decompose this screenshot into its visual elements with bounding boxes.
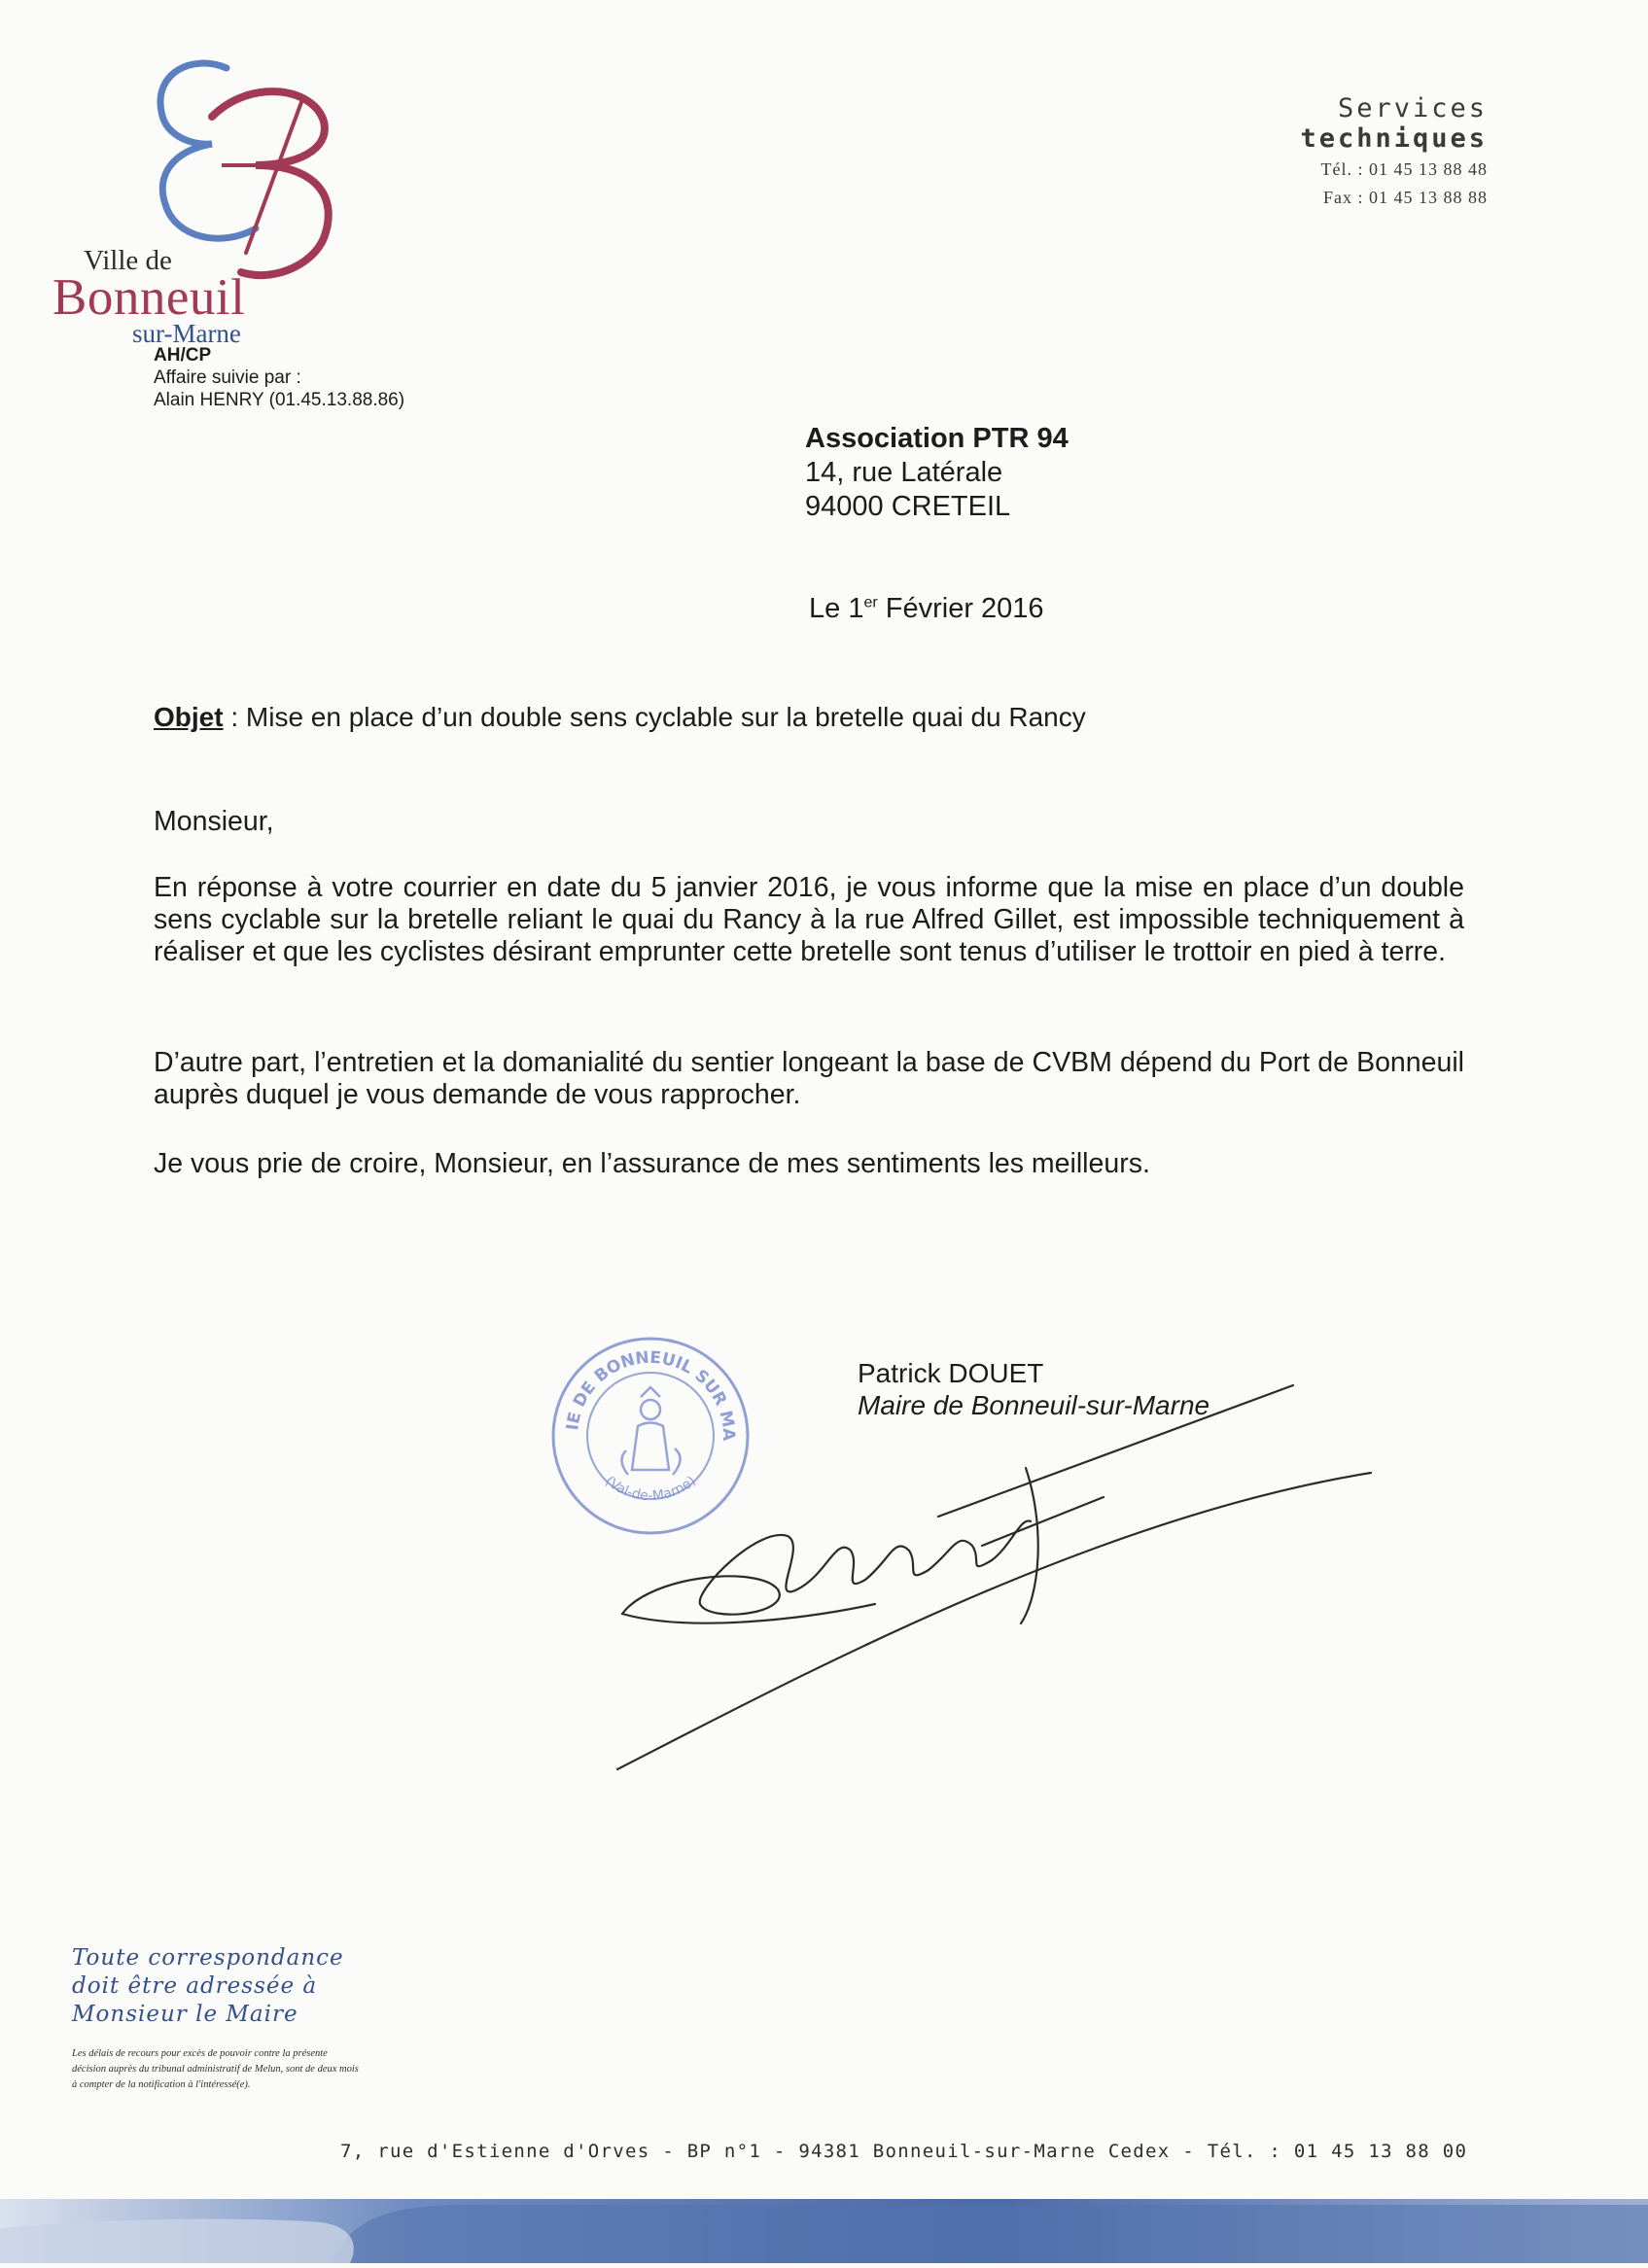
service-header [1300,93,1488,208]
reference-contact: Alain HENRY (01.45.13.88.86) [154,390,405,410]
service-fax: Fax : 01 45 13 88 88 [1322,188,1488,207]
body-paragraph-2: D’autre part, l’entretien et la domanialité du sentier longeant la base de CVBM dépend du Port de Bonneuil auprès duquel je vous demande de vous rapprocher. [154,1047,1464,1110]
signatory-name: Patrick DOUET [858,1358,1044,1388]
logo-ville-text: Ville de [84,245,172,276]
note-line-1: Toute correspondance [72,1945,344,1971]
handwritten-signature [613,1380,1390,1789]
body-paragraph-1: En réponse à votre courrier en date du 5 janvier 2016, je vous informe que la mise en place d’un double sens cyclable sur la bretelle reliant le quai du Rancy à la rue Alfred Gillet, est impossible techniquement à réaliser et que les cyclistes désirant emprunter cette bretelle sont tenus d’utiliser le trottoir en pied à terre. [154,872,1464,967]
salutation: Monsieur, [154,806,274,837]
service-line1: Services [1337,93,1488,123]
reference-label: Affaire suivie par : [154,367,301,388]
signatory-title: Maire de Bonneuil-sur-Marne [858,1390,1210,1420]
correspondence-note [72,1944,344,2029]
footer-band [0,2199,1648,2263]
reference-block [154,344,404,411]
band-graphic [0,2199,1648,2263]
subject-label: Objet [154,702,224,732]
logo-city-name: Bonneuil [53,269,246,326]
recipient-name: Association PTR 94 [805,423,1069,454]
stamp-text-top: IE DE BONNEUIL SUR MA [563,1347,739,1442]
stamp-text-bottom: (Val-de-Marne) [602,1473,699,1505]
date-prefix: Le 1 [809,593,864,624]
note-line-2: doit être adressée à [72,1973,318,1999]
city-logo [47,58,358,350]
subject-text: : Mise en place d’un double sens cyclable sur la bretelle quai du Rancy [223,702,1086,732]
date-ordinal: er [863,594,878,611]
closing-formula: Je vous prie de croire, Monsieur, en l’assurance de mes sentiments les meilleurs. [154,1148,1150,1179]
recipient-street: 14, rue Latérale [805,457,1003,488]
letter-date [809,593,1044,625]
recipient-address [805,422,1069,524]
service-tel: Tél. : 01 45 13 88 48 [1320,159,1488,179]
date-rest: Février 2016 [877,593,1044,624]
footer-address: 7, rue d'Estienne d'Orves - BP n°1 - 94381 Bonneuil-sur-Marne Cedex - Tél. : 01 45 13 88 00 [340,2141,1468,2162]
note-line-3: Monsieur le Maire [72,2002,298,2027]
recipient-city: 94000 CRETEIL [805,491,1011,522]
legal-notice: Les délais de recours pour excès de pouvoir contre la présente décision auprès du tribunal administratif de Melun, sont de deux mois à compter de la notification à l'intéressé(e). [72,2048,359,2090]
signature-icon [613,1380,1390,1789]
service-line2: techniques [1300,123,1488,154]
logo-sur-marne: sur-Marne [132,319,241,348]
subject-line [154,702,1086,733]
reference-code: AH/CP [154,345,212,366]
